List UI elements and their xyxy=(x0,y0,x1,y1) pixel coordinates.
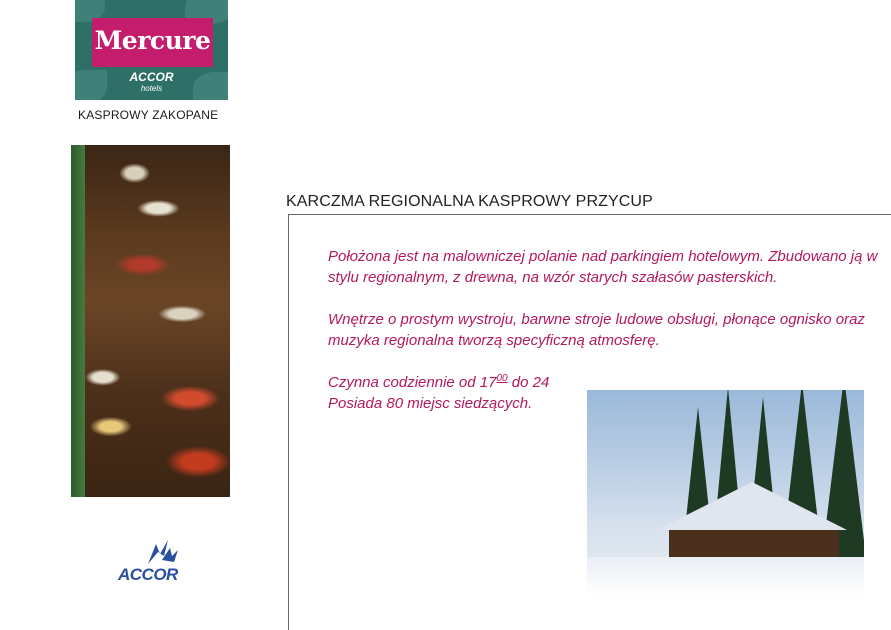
paragraph-location: Położona jest na malowniczej polanie nad parkingiem hotelowym. Zbudowano ją w stylu regionalnym, z drewna, na wzór starych szałasów pasterskich. xyxy=(328,248,878,286)
buffet-photo xyxy=(71,145,230,497)
hotel-name: KASPROWY ZAKOPANE xyxy=(78,108,219,122)
title-rule xyxy=(288,214,891,215)
accor-birds-icon xyxy=(118,538,190,568)
logo-plate xyxy=(92,18,213,67)
mercure-logo xyxy=(75,0,228,100)
logo-brand-text: Mercure xyxy=(94,26,211,55)
section-title: KARCZMA REGIONALNA KASPROWY PRZYCUP xyxy=(286,193,653,210)
accor-logo xyxy=(118,538,190,584)
wooden-inn-photo xyxy=(587,390,864,597)
paragraph-hours: Czynna codziennie od $17^{00}$ do 24 Posiada 80 miejsc siedzących. xyxy=(328,373,550,412)
vertical-rule xyxy=(288,215,289,630)
paragraph-interior: Wnętrze o prostym wystroju, barwne stroje ludowe obsługi, płonące ognisko oraz muzyka regionalna tworzą specyficzną atmosferę. xyxy=(328,311,865,349)
accor-logo-text: ACCOR xyxy=(118,565,178,584)
logo-accor-text: ACCOR hotels xyxy=(129,70,174,93)
